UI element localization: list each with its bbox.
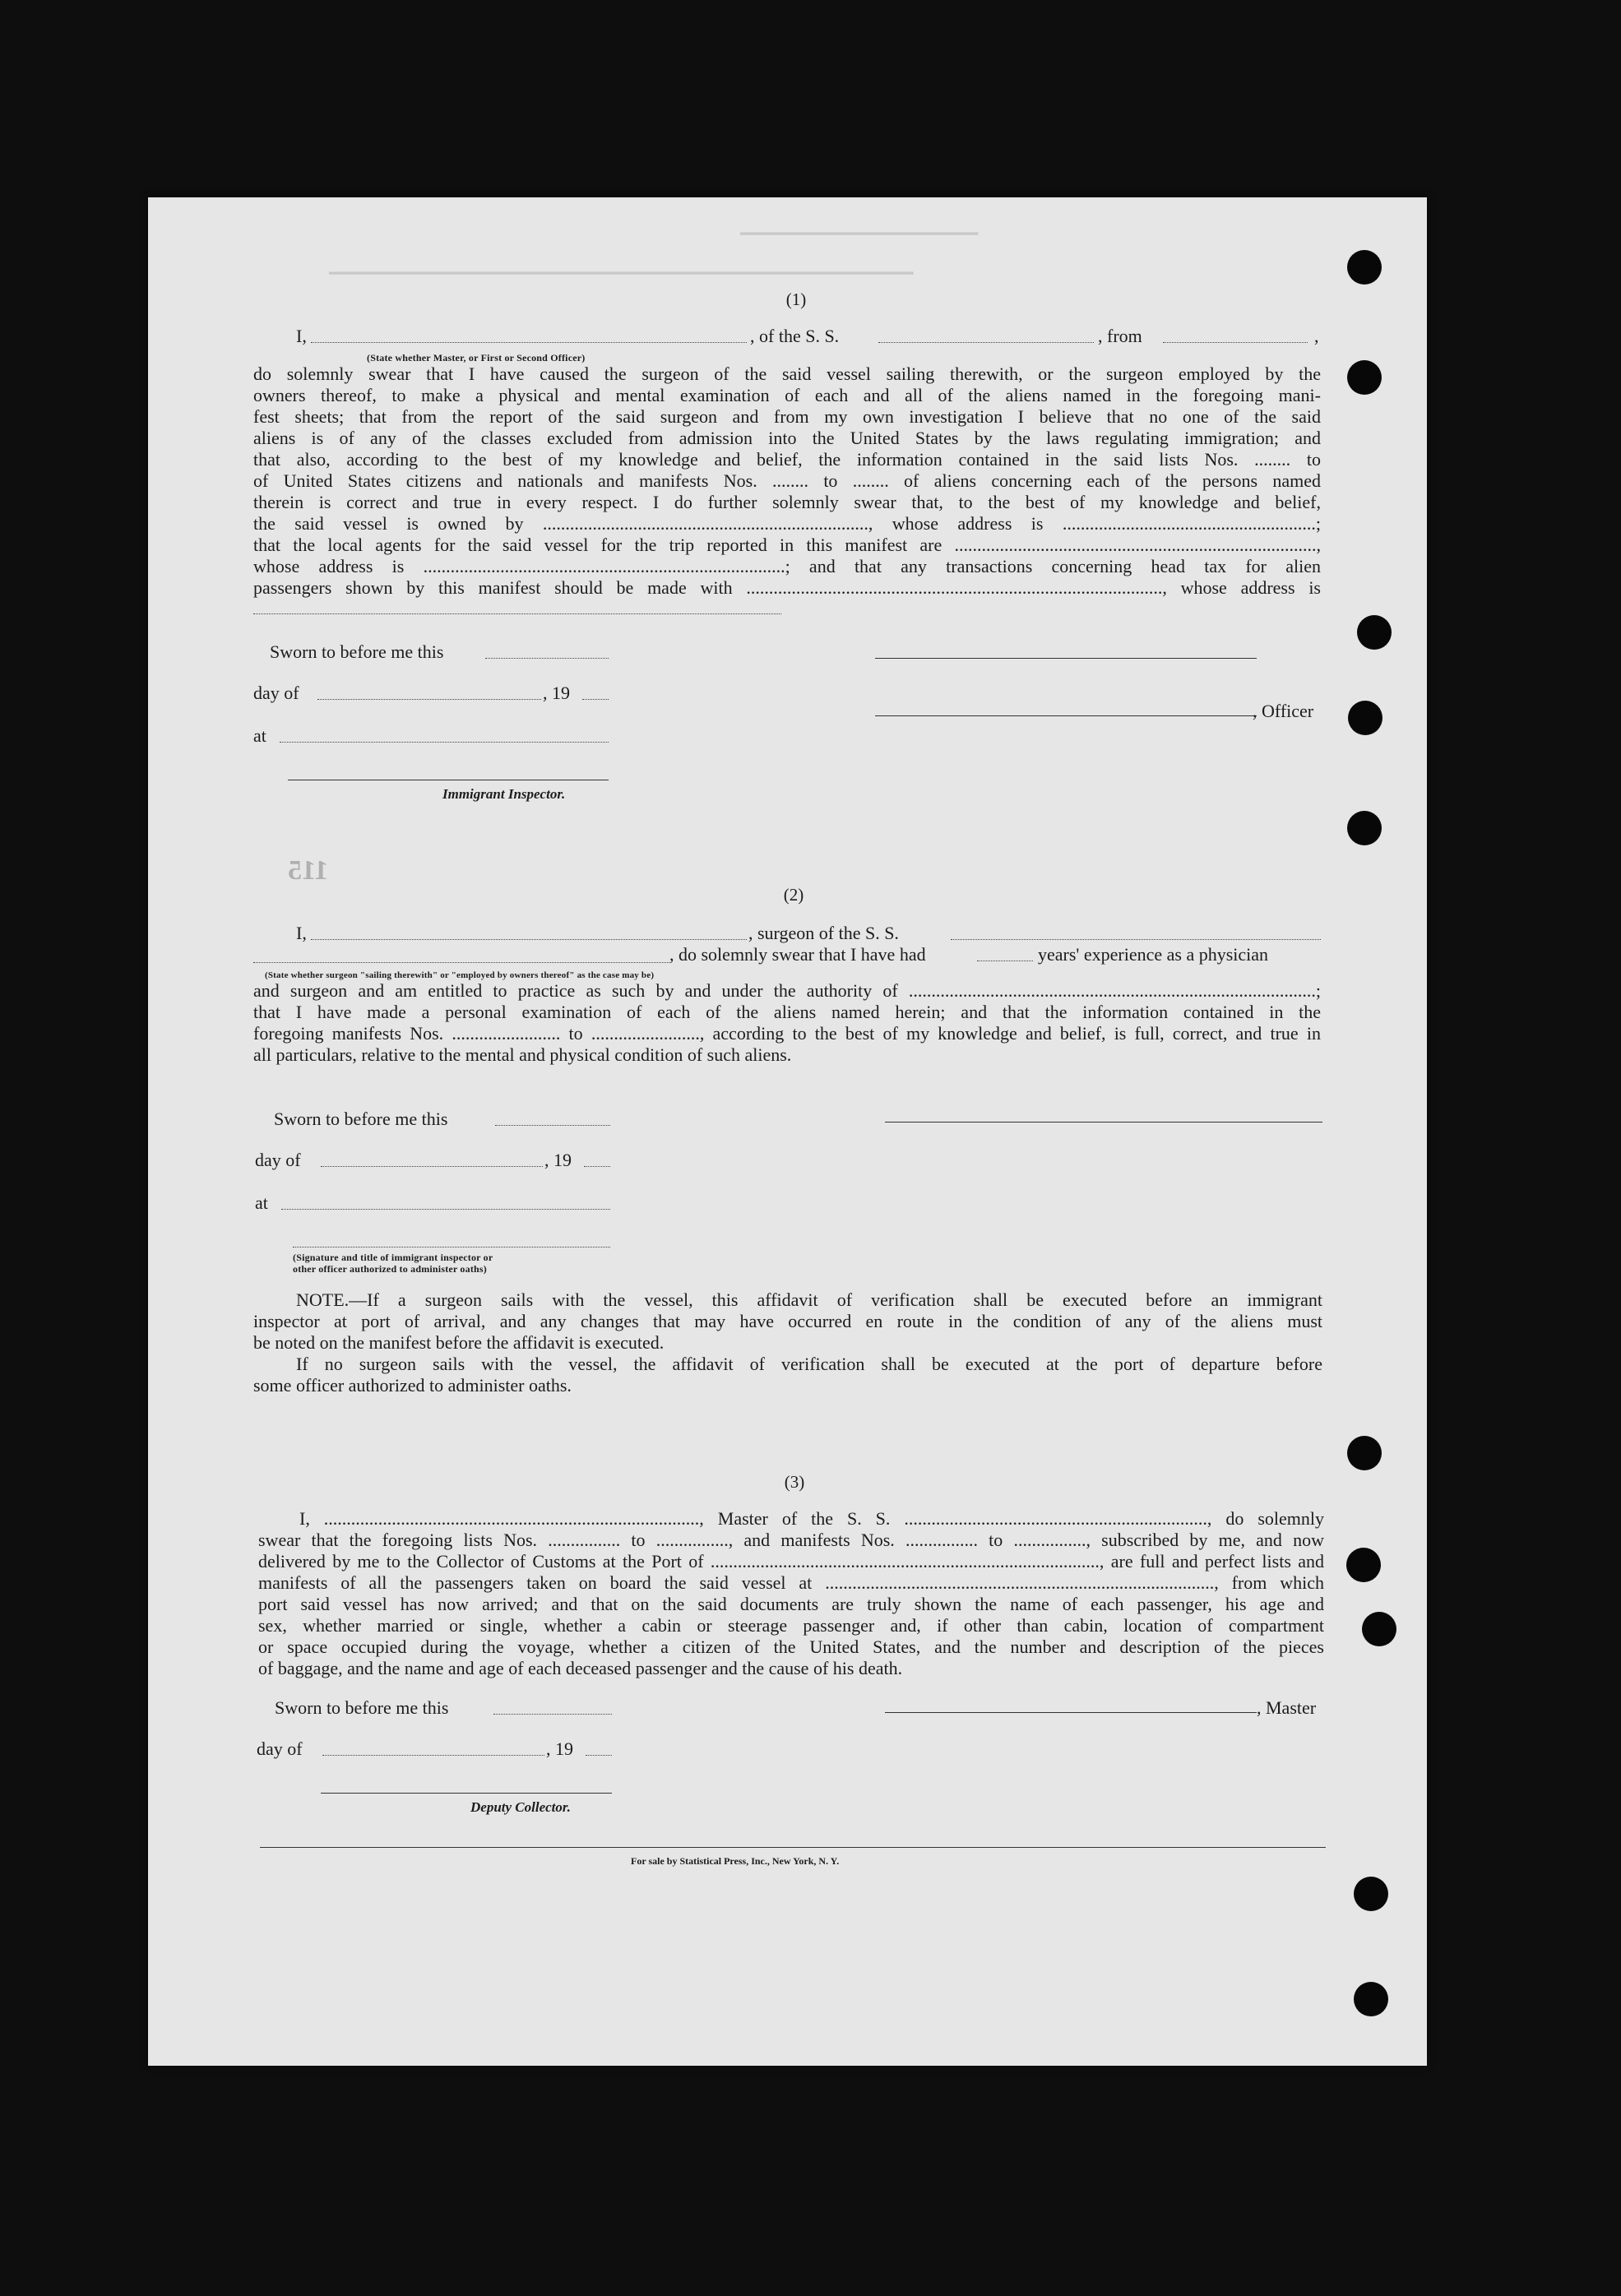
s3-sworn: Sworn to before me this bbox=[275, 1697, 449, 1718]
s3-year-blank bbox=[586, 1755, 612, 1756]
s2-sworn: Sworn to before me this bbox=[274, 1109, 448, 1129]
bleed-through-text: ━━━━━━━━━━━━━━━━━━━━━━━━ bbox=[740, 225, 978, 243]
s1-from-blank bbox=[1163, 342, 1308, 343]
s3-text-line: swear that the foregoing lists Nos. ................ to ................, and manifests Nos. ................ to ................, subscribed by me, and now bbox=[258, 1530, 1324, 1550]
bleed-through-text: ━━━━━━━━━━━━━━━━━━━━━━━━━━━━━━━━━━━━━━━━━━━━━━━━━━━━━━━━━━━ bbox=[329, 265, 914, 283]
s3-master-label: , Master bbox=[1257, 1697, 1317, 1718]
s2-line2-swear: , do solemnly swear that I have had bbox=[669, 944, 926, 965]
s2-name-blank bbox=[311, 939, 747, 940]
s2-vessel-blank bbox=[951, 939, 1321, 940]
s3-text-line: port said vessel has now arrived; and that on the said documents are truly shown the name of each passenger, his age and bbox=[258, 1594, 1324, 1614]
s2-day-blank bbox=[321, 1166, 543, 1167]
s2-text-line: that I have made a personal examination of each of the aliens named herein; and that the information contained in the bbox=[253, 1002, 1321, 1022]
s1-rank-note: (State whether Master, or First or Second Officer) bbox=[367, 352, 586, 363]
s3-text-line: or space occupied during the voyage, whether a citizen of the United States, and the number and description of the pieces bbox=[258, 1636, 1324, 1657]
punch-hole bbox=[1346, 1548, 1381, 1582]
s1-text-line: that the local agents for the said vessel for the trip reported in this manifest are ................................................................................, bbox=[253, 535, 1321, 555]
s1-text-line: do solemnly swear that I have caused the surgeon of the said vessel sailing therewith, or the surgeon employed by the bbox=[253, 363, 1321, 384]
punch-hole bbox=[1348, 701, 1382, 735]
s1-year-blank bbox=[582, 699, 609, 700]
punch-hole bbox=[1354, 1982, 1388, 2016]
s1-vessel-blank bbox=[878, 342, 1094, 343]
s1-rank-blank bbox=[311, 342, 747, 343]
s1-day: day of bbox=[253, 683, 299, 703]
s2-year: , 19 bbox=[544, 1150, 572, 1170]
s2-line2-years: years' experience as a physician bbox=[1038, 944, 1269, 965]
s3-master-line bbox=[885, 1712, 1257, 1713]
s2-text-line: and surgeon and am entitled to practice as such by and under the authority of ..........................................................................................; bbox=[253, 980, 1321, 1001]
s1-text-line: the said vessel is owned by ........................................................................, whose address is ........................................................; bbox=[253, 513, 1321, 534]
s2-year-blank bbox=[584, 1166, 610, 1167]
s2-at: at bbox=[255, 1192, 268, 1213]
section-3-number: (3) bbox=[784, 1472, 805, 1492]
s3-text-line: delivered by me to the Collector of Customs at the Port of ......................................................................................, are full and perfect lists and bbox=[258, 1551, 1324, 1572]
s3-text-line: manifests of all the passengers taken on board the said vessel at ......................................................................................, from which bbox=[258, 1572, 1324, 1593]
s1-line1-comma: , bbox=[1314, 326, 1319, 346]
s3-collector-label: Deputy Collector. bbox=[470, 1799, 571, 1815]
form-page bbox=[148, 197, 1427, 2066]
s2-surgeon-signature-line bbox=[885, 1122, 1322, 1123]
s3-text-line: I, ..................................................................................., Master of the S. S. ..................................................................., do solemnly bbox=[299, 1508, 1324, 1529]
s2-line1-ss: , surgeon of the S. S. bbox=[748, 923, 899, 943]
section-2-number: (2) bbox=[783, 885, 804, 905]
marginal-number: 115 bbox=[288, 855, 329, 886]
punch-hole bbox=[1347, 250, 1382, 285]
punch-hole bbox=[1362, 1612, 1396, 1646]
s3-sworn-blank bbox=[493, 1714, 612, 1715]
punch-hole bbox=[1347, 811, 1382, 845]
s2-at-blank bbox=[281, 1209, 610, 1210]
s2-sworn-blank bbox=[495, 1125, 610, 1126]
s2-text-line: foregoing manifests Nos. ........................ to ........................, according to the best of my knowledge and belief, is full, correct, and true in bbox=[253, 1023, 1321, 1044]
s1-at: at bbox=[253, 725, 266, 746]
s3-collector-line bbox=[321, 1793, 612, 1794]
note-paragraph bbox=[253, 1289, 1322, 1396]
s1-line1-from: , from bbox=[1098, 326, 1142, 346]
punch-hole bbox=[1354, 1877, 1388, 1911]
section-1-number: (1) bbox=[785, 289, 807, 309]
s2-paragraph bbox=[253, 980, 1321, 1066]
s1-text-line: passengers shown by this manifest should be made with ............................................................................................, whose address is bbox=[253, 577, 1321, 598]
s1-text-line: whose address is ................................................................................; and that any transactions concerning head tax for alien bbox=[253, 556, 1321, 576]
note-line: NOTE.—If a surgeon sails with the vessel, this affidavit of verification shall be executed before an immigrant bbox=[296, 1289, 1322, 1310]
s1-text-line: therein is correct and true in every respect. I do further solemnly swear that, to the best of my knowledge and belief, bbox=[253, 492, 1321, 512]
s1-text-line: of United States citizens and nationals and manifests Nos. ........ to ........ of aliens concerning each of the persons named bbox=[253, 470, 1321, 491]
s1-address-blank bbox=[253, 613, 781, 614]
s2-signature-line bbox=[293, 1247, 610, 1248]
s2-text-line: all particulars, relative to the mental and physical condition of such aliens. bbox=[253, 1044, 792, 1065]
s1-at-blank bbox=[280, 742, 609, 743]
s1-year: , 19 bbox=[543, 683, 570, 703]
s1-officer-label: , Officer bbox=[1253, 701, 1314, 721]
note-line: If no surgeon sails with the vessel, the affidavit of verification shall be executed at the port of departure before bbox=[296, 1354, 1322, 1374]
s1-day-blank bbox=[317, 699, 541, 700]
s1-inspector-label: Immigrant Inspector. bbox=[442, 786, 566, 802]
s2-line1-i: I, bbox=[296, 923, 307, 943]
punch-hole bbox=[1347, 360, 1382, 395]
note-line: some officer authorized to administer oaths. bbox=[253, 1375, 572, 1396]
s1-text-line: owners thereof, to make a physical and mental examination of each and all of the aliens named in the foregoing mani- bbox=[253, 385, 1321, 405]
s1-sworn: Sworn to before me this bbox=[270, 641, 444, 662]
s3-paragraph bbox=[258, 1508, 1324, 1679]
s1-text-line: aliens is of any of the classes excluded from admission into the United States by the laws regulating immigration; and bbox=[253, 428, 1321, 448]
s3-text-line: sex, whether married or single, whether a cabin or steerage passenger and, if other than cabin, location of compartment bbox=[258, 1615, 1324, 1636]
s3-year: , 19 bbox=[546, 1738, 573, 1759]
s1-line1-i: I, bbox=[296, 326, 307, 346]
footer-rule bbox=[260, 1847, 1326, 1848]
s1-line1-ss: , of the S. S. bbox=[750, 326, 840, 346]
s2-status-note: (State whether surgeon "sailing therewith" or "employed by owners thereof" as the case may be) bbox=[265, 970, 655, 980]
s3-day-blank bbox=[322, 1755, 544, 1756]
s2-day: day of bbox=[255, 1150, 301, 1170]
s2-sig-note-1: (Signature and title of immigrant inspector or bbox=[293, 1252, 493, 1263]
punch-hole bbox=[1357, 615, 1392, 650]
printer-imprint: For sale by Statistical Press, Inc., New York, N. Y. bbox=[631, 1855, 840, 1867]
note-line: inspector at port of arrival, and any changes that may have occurred en route in the condition of any of the aliens must bbox=[253, 1311, 1322, 1331]
punch-hole bbox=[1347, 1436, 1382, 1470]
s1-faint-line bbox=[875, 658, 1257, 659]
s2-status-blank bbox=[253, 962, 669, 963]
s1-officer-line bbox=[875, 715, 1257, 716]
s1-text-line: that also, according to the best of my knowledge and belief, the information contained in the said lists Nos. ........ to bbox=[253, 449, 1321, 470]
s1-sworn-blank bbox=[485, 658, 609, 659]
s1-paragraph bbox=[253, 363, 1321, 599]
s3-text-line: of baggage, and the name and age of each deceased passenger and the cause of his death. bbox=[258, 1658, 903, 1678]
s2-sig-note-2: other officer authorized to administer oaths) bbox=[293, 1263, 487, 1275]
s3-day: day of bbox=[257, 1738, 303, 1759]
note-line: be noted on the manifest before the affidavit is executed. bbox=[253, 1332, 665, 1353]
s1-text-line: fest sheets; that from the report of the said surgeon and from my own investigation I believe that no one of the said bbox=[253, 406, 1321, 427]
